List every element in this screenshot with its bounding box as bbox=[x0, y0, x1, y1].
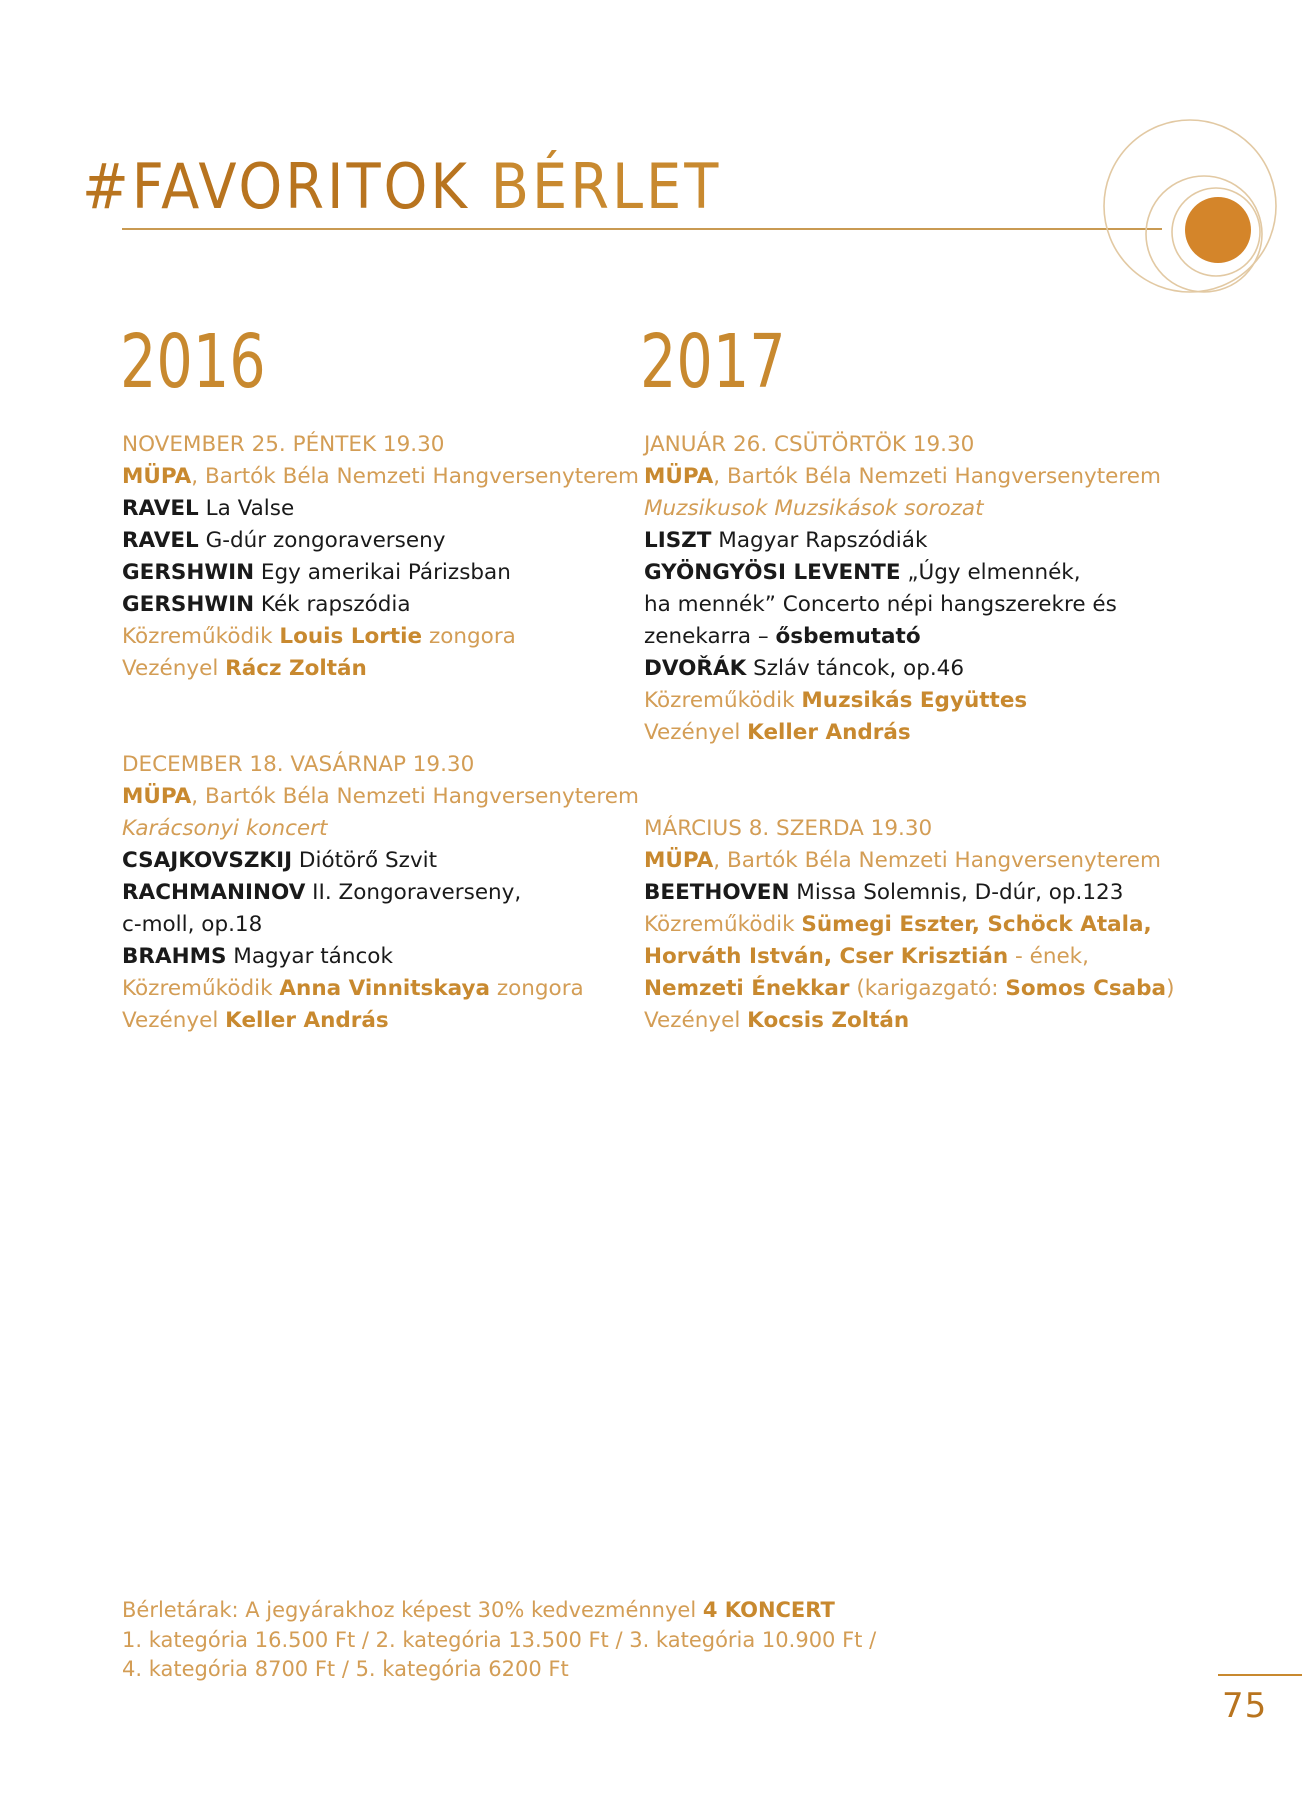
decorative-circles-icon bbox=[1100, 108, 1280, 308]
venue-name: MÜPA bbox=[644, 848, 714, 873]
concert-date: MÁRCIUS 8. SZERDA 19.30 bbox=[644, 816, 933, 841]
program-item bbox=[122, 877, 642, 909]
program-item-continuation: c-moll, op.18 bbox=[122, 912, 263, 937]
choir-close: ) bbox=[1166, 976, 1175, 1001]
program-item bbox=[644, 877, 1164, 909]
performer-prefix: Közreműködik bbox=[644, 912, 802, 937]
concert-venue bbox=[644, 845, 1164, 877]
choir-line bbox=[644, 973, 1175, 1005]
deco-filled-circle bbox=[1185, 197, 1251, 263]
concert-venue bbox=[122, 461, 642, 493]
concert-november-25 bbox=[122, 429, 642, 685]
performer-prefix: Közreműködik bbox=[122, 624, 280, 649]
composer: GERSHWIN bbox=[122, 592, 255, 617]
conductor-name: Rácz Zoltán bbox=[225, 656, 367, 681]
work: „Úgy elmennék, bbox=[900, 560, 1081, 585]
conductor-name: Keller András bbox=[747, 720, 911, 745]
work-text: zenekarra – bbox=[644, 624, 776, 649]
conductor-prefix: Vezényel bbox=[644, 1008, 748, 1033]
composer: LISZT bbox=[644, 528, 712, 553]
year-heading-2016: 2016 bbox=[120, 319, 266, 405]
composer: GERSHWIN bbox=[122, 560, 255, 585]
title-underline bbox=[122, 228, 1162, 230]
conductor-prefix: Vezényel bbox=[644, 720, 748, 745]
pricing-line: 4. kategória 8700 Ft / 5. kategória 6200 Ft bbox=[122, 1657, 569, 1681]
work: Magyar táncok bbox=[226, 944, 393, 969]
work: II. Zongoraverseny, bbox=[305, 880, 522, 905]
pricing-intro-text: Bérletárak: A jegyárakhoz képest 30% kedvezménnyel bbox=[122, 1598, 703, 1622]
pricing-footer bbox=[122, 1596, 876, 1685]
venue-name: MÜPA bbox=[644, 464, 714, 489]
performer-line bbox=[122, 621, 642, 653]
composer: RAVEL bbox=[122, 496, 199, 521]
work: Egy amerikai Párizsban bbox=[254, 560, 511, 585]
concert-date: JANUÁR 26. CSÜTÖRTÖK 19.30 bbox=[644, 432, 975, 457]
concert-venue bbox=[644, 461, 1164, 493]
composer: RACHMANINOV bbox=[122, 880, 306, 905]
performer-line bbox=[644, 685, 1164, 717]
work: Szláv táncok, op.46 bbox=[746, 656, 965, 681]
work: Kék rapszódia bbox=[254, 592, 411, 617]
composer: DVOŘÁK bbox=[644, 656, 747, 681]
choir-name: Nemzeti Énekkar bbox=[644, 976, 850, 1001]
program-item-continuation bbox=[644, 621, 1164, 653]
performer-name: Louis Lortie bbox=[279, 624, 423, 649]
column-2017 bbox=[644, 429, 1175, 1037]
title-subtitle: BÉRLET bbox=[490, 150, 722, 223]
venue-name: MÜPA bbox=[122, 464, 192, 489]
performer-role: - ének, bbox=[1008, 944, 1089, 969]
program-item bbox=[122, 845, 642, 877]
performer-suffix: zongora bbox=[490, 976, 584, 1001]
program-item bbox=[122, 557, 642, 589]
concert-subtitle: Karácsonyi koncert bbox=[122, 816, 328, 841]
deco-outer-circle bbox=[1104, 120, 1276, 292]
program-item bbox=[122, 525, 642, 557]
composer: GYÖNGYÖSI LEVENTE bbox=[644, 560, 901, 585]
venue-hall: , Bartók Béla Nemzeti Hangversenyterem bbox=[713, 464, 1161, 489]
performer-prefix: Közreműködik bbox=[644, 688, 802, 713]
year-heading-2017: 2017 bbox=[640, 319, 786, 405]
performer-prefix: Közreműködik bbox=[122, 976, 280, 1001]
concert-date: NOVEMBER 25. PÉNTEK 19.30 bbox=[122, 432, 445, 457]
venue-hall: , Bartók Béla Nemzeti Hangversenyterem bbox=[191, 784, 639, 809]
concert-date: DECEMBER 18. VASÁRNAP 19.30 bbox=[122, 752, 475, 777]
pricing-line: 1. kategória 16.500 Ft / 2. kategória 13.500 Ft / 3. kategória 10.900 Ft / bbox=[122, 1627, 877, 1652]
performer-line-continuation bbox=[644, 941, 1164, 973]
choir-master: Somos Csaba bbox=[1005, 976, 1167, 1001]
title-hashtag: #FAVORITOK bbox=[82, 150, 470, 223]
composer: BEETHOVEN bbox=[644, 880, 790, 905]
conductor-line bbox=[122, 653, 642, 685]
concert-december-18 bbox=[122, 749, 642, 1037]
composer: CSAJKOVSZKIJ bbox=[122, 848, 293, 873]
performer-name: Anna Vinnitskaya bbox=[279, 976, 490, 1001]
column-2016 bbox=[122, 429, 642, 1037]
conductor-line bbox=[122, 1005, 642, 1037]
page-number-rule bbox=[1218, 1674, 1302, 1676]
concert-januar-26 bbox=[644, 429, 1164, 749]
composer: RAVEL bbox=[122, 528, 199, 553]
pricing-intro bbox=[122, 1596, 876, 1626]
conductor-name: Keller András bbox=[225, 1008, 389, 1033]
program-item bbox=[122, 589, 642, 621]
performer-suffix: zongora bbox=[422, 624, 516, 649]
concert-count: 4 KONCERT bbox=[702, 1598, 835, 1622]
conductor-prefix: Vezényel bbox=[122, 656, 226, 681]
concert-subtitle: Muzsikusok Muzsikások sorozat bbox=[644, 496, 984, 521]
work: Magyar Rapszódiák bbox=[711, 528, 928, 553]
program-item-continuation: ha mennék” Concerto népi hangszerekre és bbox=[644, 592, 1117, 617]
program-item bbox=[644, 653, 1164, 685]
program-item bbox=[644, 525, 1164, 557]
performer-names: Sümegi Eszter, Schöck Atala, bbox=[801, 912, 1152, 937]
program-item bbox=[122, 941, 642, 973]
program-item bbox=[644, 557, 1164, 589]
page-title bbox=[82, 152, 721, 222]
venue-hall: , Bartók Béla Nemzeti Hangversenyterem bbox=[713, 848, 1161, 873]
program-item bbox=[122, 493, 642, 525]
conductor-prefix: Vezényel bbox=[122, 1008, 226, 1033]
performer-line bbox=[644, 909, 1164, 941]
performer-names: Horváth István, Cser Krisztián bbox=[644, 944, 1009, 969]
venue-name: MÜPA bbox=[122, 784, 192, 809]
premiere-label: ősbemutató bbox=[775, 624, 921, 649]
conductor-name: Kocsis Zoltán bbox=[747, 1008, 910, 1033]
choir-note: (karigazgató: bbox=[849, 976, 1006, 1001]
venue-hall: , Bartók Béla Nemzeti Hangversenyterem bbox=[191, 464, 639, 489]
concert-marcius-8 bbox=[644, 813, 1175, 1037]
performer-name: Muzsikás Együttes bbox=[801, 688, 1028, 713]
page-number: 75 bbox=[1222, 1686, 1268, 1726]
composer: BRAHMS bbox=[122, 944, 227, 969]
work: Missa Solemnis, D-dúr, op.123 bbox=[789, 880, 1124, 905]
work: La Valse bbox=[198, 496, 295, 521]
performer-line bbox=[122, 973, 642, 1005]
work: G-dúr zongoraverseny bbox=[198, 528, 446, 553]
conductor-line bbox=[644, 717, 1164, 749]
concert-venue bbox=[122, 781, 642, 813]
conductor-line bbox=[644, 1005, 1164, 1037]
work: Diótörő Szvit bbox=[292, 848, 438, 873]
